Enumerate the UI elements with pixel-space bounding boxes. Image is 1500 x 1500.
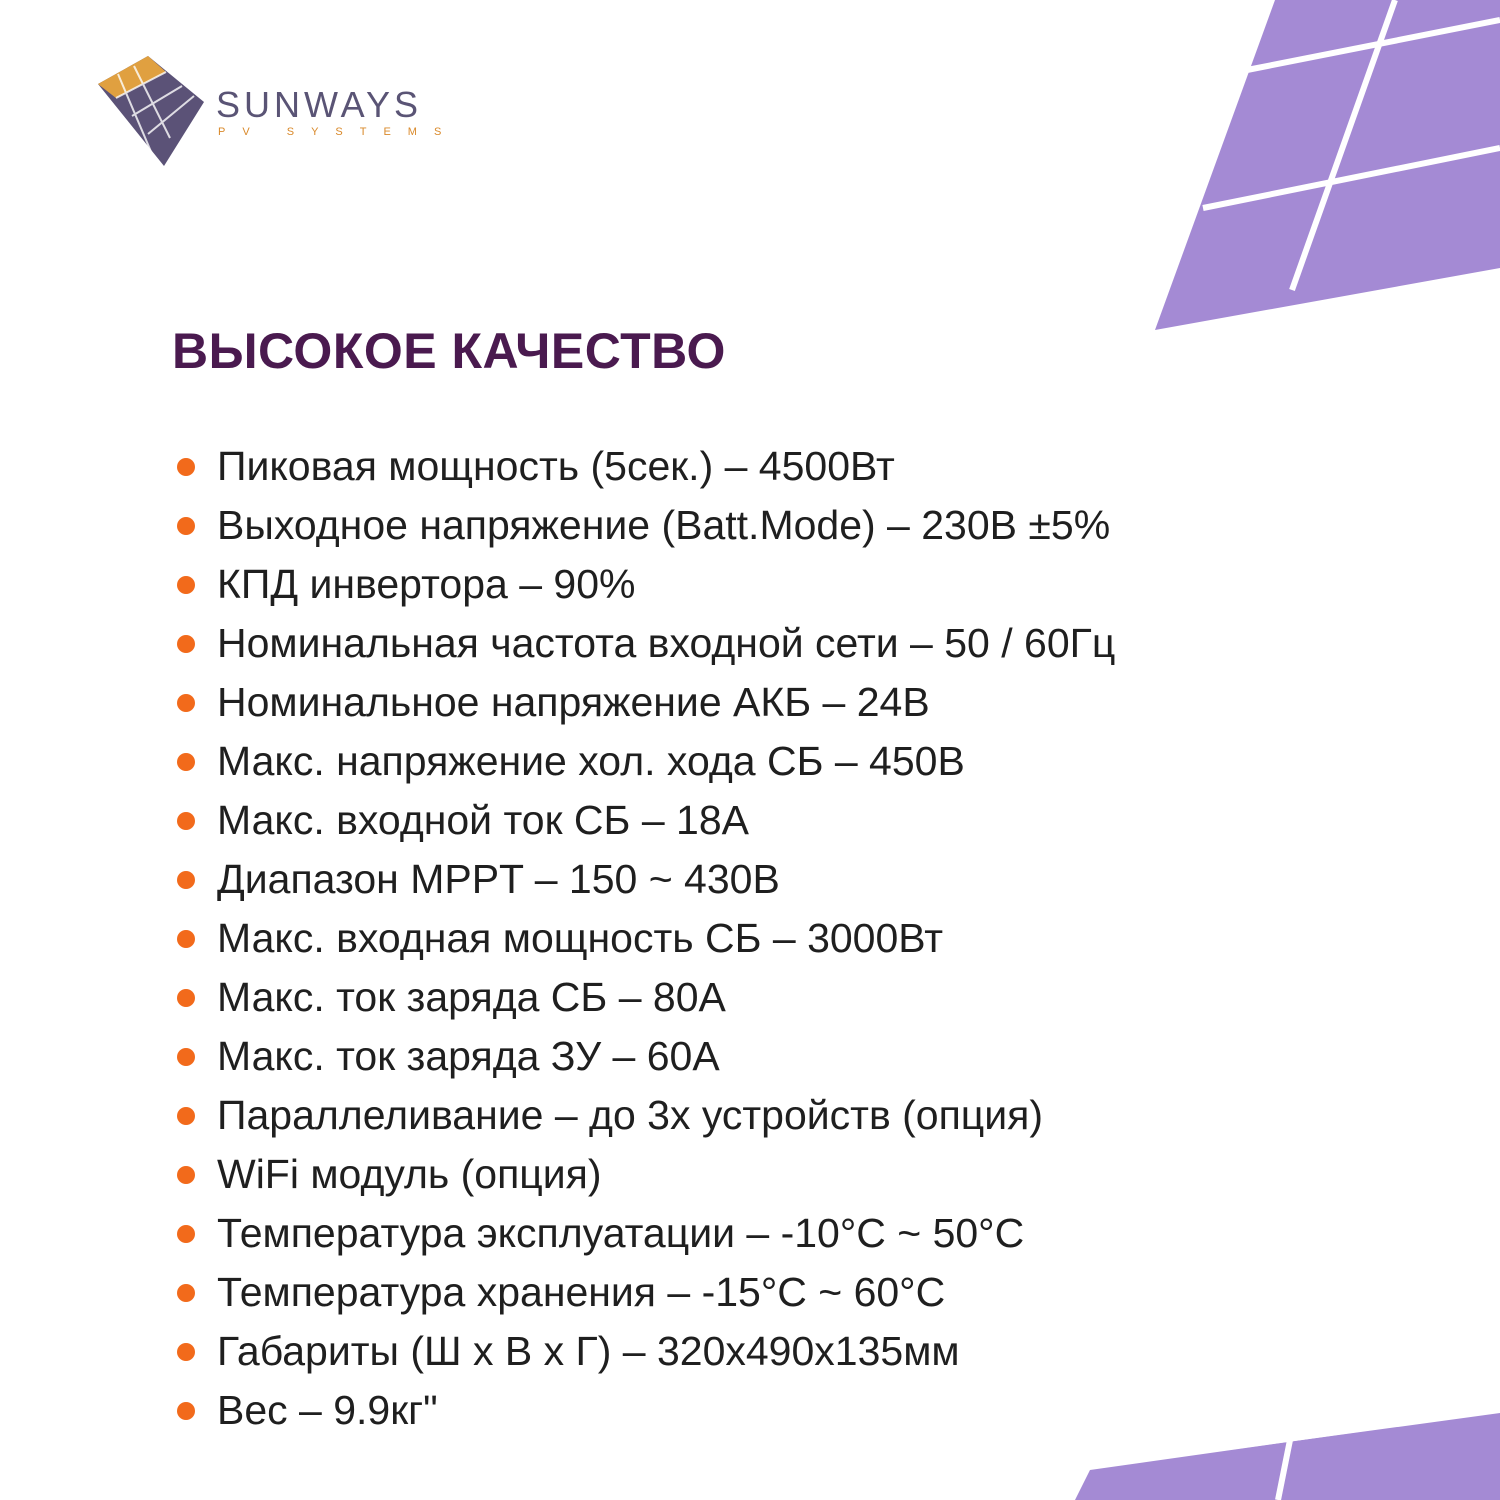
bullet-icon — [177, 1284, 195, 1302]
spec-text: Вес – 9.9кг" — [217, 1387, 438, 1433]
spec-item — [172, 1322, 1115, 1381]
bullet-icon — [177, 694, 195, 712]
bullet-icon — [177, 753, 195, 771]
spec-item — [172, 1263, 1115, 1322]
brand-logo — [96, 54, 459, 174]
spec-item — [172, 614, 1115, 673]
bullet-icon — [177, 458, 195, 476]
spec-text: Номинальная частота входной сети – 50 / 60Гц — [217, 620, 1116, 666]
spec-text: Параллеливание – до 3х устройств (опция) — [217, 1092, 1044, 1138]
spec-text: Габариты (Ш х В х Г) – 320х490х135мм — [217, 1328, 960, 1374]
spec-text: Макс. входной ток СБ – 18А — [217, 797, 749, 843]
spec-text: Макс. ток заряда ЗУ – 60А — [217, 1033, 720, 1079]
spec-text: Макс. входная мощность СБ – 3000Вт — [217, 915, 944, 961]
spec-item — [172, 909, 1115, 968]
bullet-icon — [177, 1048, 195, 1066]
spec-list — [172, 437, 1115, 1440]
spec-text: Номинальное напряжение АКБ – 24В — [217, 679, 930, 725]
spec-text: WiFi модуль (опция) — [217, 1151, 602, 1197]
top-right-panel — [1155, 0, 1500, 330]
spec-item — [172, 850, 1115, 909]
spec-text: Температура хранения – -15°С ~ 60°С — [217, 1269, 946, 1315]
spec-item — [172, 968, 1115, 1027]
bullet-icon — [177, 635, 195, 653]
bullet-icon — [177, 1402, 195, 1420]
bullet-icon — [177, 871, 195, 889]
spec-text: Пиковая мощность (5сек.) – 4500Вт — [217, 443, 895, 489]
bullet-icon — [177, 517, 195, 535]
spec-text: КПД инвертора – 90% — [217, 561, 636, 607]
bullet-icon — [177, 812, 195, 830]
bullet-icon — [177, 1225, 195, 1243]
spec-text: Макс. напряжение хол. хода СБ – 450В — [217, 738, 965, 784]
brand-name: SUNWAYS — [216, 84, 423, 125]
spec-text: Макс. ток заряда СБ – 80А — [217, 974, 726, 1020]
spec-item — [172, 673, 1115, 732]
spec-item — [172, 732, 1115, 791]
bullet-icon — [177, 1166, 195, 1184]
bullet-icon — [177, 930, 195, 948]
spec-item — [172, 791, 1115, 850]
brand-tagline: PV SYSTEMS — [218, 126, 459, 138]
bullet-icon — [177, 576, 195, 594]
solar-panel-logo-icon — [96, 54, 206, 174]
bullet-icon — [177, 1343, 195, 1361]
spec-text: Выходное напряжение (Batt.Mode) – 230В ±5% — [217, 502, 1111, 548]
spec-item — [172, 1381, 1115, 1440]
spec-item — [172, 555, 1115, 614]
spec-item — [172, 1204, 1115, 1263]
spec-text: Диапазон MPPT – 150 ~ 430В — [217, 856, 780, 902]
spec-item — [172, 1086, 1115, 1145]
bullet-icon — [177, 1107, 195, 1125]
spec-item — [172, 1145, 1115, 1204]
spec-item — [172, 437, 1115, 496]
spec-item — [172, 1027, 1115, 1086]
spec-text: Температура эксплуатации – -10°С ~ 50°С — [217, 1210, 1025, 1256]
bullet-icon — [177, 989, 195, 1007]
page-title: ВЫСОКОЕ КАЧЕСТВО — [172, 323, 726, 379]
spec-item — [172, 496, 1115, 555]
